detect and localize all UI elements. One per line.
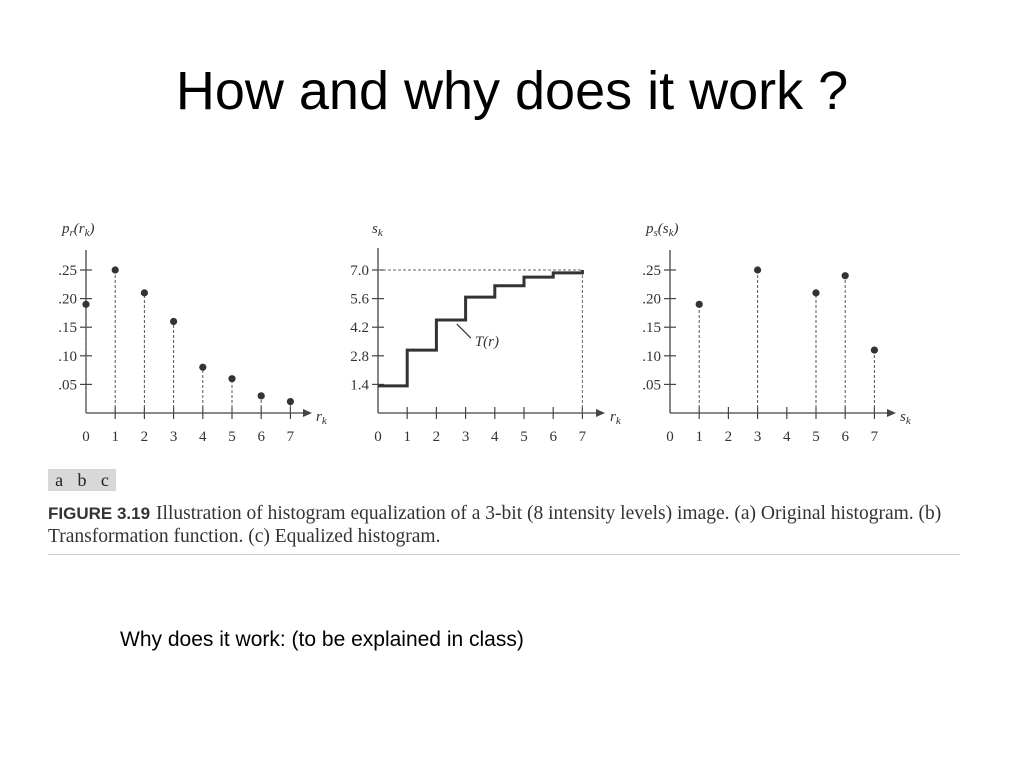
annotation-arrow bbox=[457, 324, 471, 338]
panel-c-equalized-histogram bbox=[642, 221, 912, 445]
data-point bbox=[871, 346, 878, 353]
x-tick-label: 2 bbox=[432, 429, 441, 445]
x-tick-label: 5 bbox=[520, 429, 528, 445]
x-tick-label: 5 bbox=[228, 429, 236, 445]
panel-c-ylabel: $p_s(s_k)$ bbox=[646, 221, 679, 239]
y-tick-label: 4.2 bbox=[350, 320, 369, 337]
x-tick-label: 0 bbox=[666, 429, 674, 445]
panel-a-xlabel: $r_k$ bbox=[316, 409, 327, 427]
x-tick-label: 1 bbox=[403, 429, 411, 445]
y-tick-label: .15 bbox=[58, 320, 77, 337]
data-point bbox=[842, 272, 849, 279]
x-tick-label: 4 bbox=[491, 429, 499, 445]
panel-a-ylabel: $p_r(r_k)$ bbox=[62, 221, 95, 239]
x-tick-label: 3 bbox=[461, 429, 470, 445]
panel-c-x-arrow bbox=[887, 409, 896, 417]
x-tick-label: 2 bbox=[140, 429, 149, 445]
y-tick-label: .25 bbox=[642, 263, 661, 279]
panel-b-x-arrow bbox=[596, 409, 605, 417]
x-tick-label: 1 bbox=[695, 429, 703, 445]
caption-divider bbox=[48, 554, 960, 555]
panel-a-x-arrow bbox=[303, 409, 312, 417]
data-point bbox=[112, 266, 119, 273]
x-tick-label: 7 bbox=[578, 429, 587, 445]
y-tick-label: .20 bbox=[58, 291, 77, 308]
transformation-step-curve bbox=[378, 270, 582, 386]
y-tick-label: .25 bbox=[58, 263, 77, 279]
data-point bbox=[287, 398, 294, 405]
y-tick-label: 5.6 bbox=[350, 291, 369, 308]
x-tick-label: 6 bbox=[549, 429, 557, 445]
y-tick-label: .15 bbox=[642, 320, 661, 337]
data-point bbox=[812, 289, 819, 296]
data-point bbox=[228, 375, 235, 382]
x-tick-label: 4 bbox=[199, 429, 207, 445]
figure-caption bbox=[48, 502, 963, 548]
x-tick-label: 7 bbox=[286, 429, 295, 445]
y-tick-label: .10 bbox=[642, 348, 661, 365]
data-point bbox=[258, 392, 265, 399]
x-tick-label: 0 bbox=[374, 429, 382, 445]
y-tick-label: .10 bbox=[58, 348, 77, 365]
data-point bbox=[170, 318, 177, 325]
panel-letter-c: c bbox=[100, 469, 109, 490]
figure-caption-text: Illustration of histogram equalization of a 3-bit (8 intensity levels) image. (a) Original histogram. (b) Transformation function. (c) Equalized histogram. bbox=[48, 503, 942, 547]
x-tick-label: 2 bbox=[724, 429, 733, 445]
x-tick-label: 4 bbox=[783, 429, 791, 445]
panel-b-xlabel: $r_k$ bbox=[610, 409, 621, 427]
y-tick-label: .05 bbox=[58, 377, 77, 394]
x-tick-label: 3 bbox=[753, 429, 762, 445]
y-tick-label: .05 bbox=[642, 377, 661, 394]
annotation-label: T(r) bbox=[474, 334, 500, 351]
slide-note: Why does it work: (to be explained in class) bbox=[120, 628, 524, 651]
x-tick-label: 0 bbox=[82, 429, 90, 445]
panel-b-transformation-function bbox=[350, 221, 622, 445]
data-point bbox=[82, 301, 89, 308]
y-tick-label: .20 bbox=[642, 291, 661, 308]
x-tick-label: 6 bbox=[841, 429, 849, 445]
x-tick-label: 6 bbox=[257, 429, 265, 445]
x-tick-label: 3 bbox=[169, 429, 178, 445]
data-point bbox=[141, 289, 148, 296]
y-tick-label: 2.8 bbox=[350, 348, 369, 365]
panel-c-xlabel: $s_k$ bbox=[900, 409, 911, 427]
x-tick-label: 7 bbox=[870, 429, 879, 445]
panel-letter-a: a bbox=[55, 469, 64, 490]
x-tick-label: 1 bbox=[111, 429, 119, 445]
data-point bbox=[754, 266, 761, 273]
x-tick-label: 5 bbox=[812, 429, 820, 445]
panel-letters bbox=[48, 469, 116, 491]
y-tick-label: 7.0 bbox=[350, 263, 369, 279]
figure-caption-label: FIGURE 3.19 bbox=[48, 504, 151, 523]
panel-b-ylabel: $s_k$ bbox=[372, 221, 383, 239]
y-tick-label: 1.4 bbox=[350, 377, 369, 394]
panel-a-original-histogram bbox=[58, 221, 328, 445]
data-point bbox=[696, 301, 703, 308]
data-point bbox=[199, 364, 206, 371]
panel-letter-b: b bbox=[77, 469, 87, 490]
slide-title: How and why does it work ? bbox=[175, 61, 849, 121]
